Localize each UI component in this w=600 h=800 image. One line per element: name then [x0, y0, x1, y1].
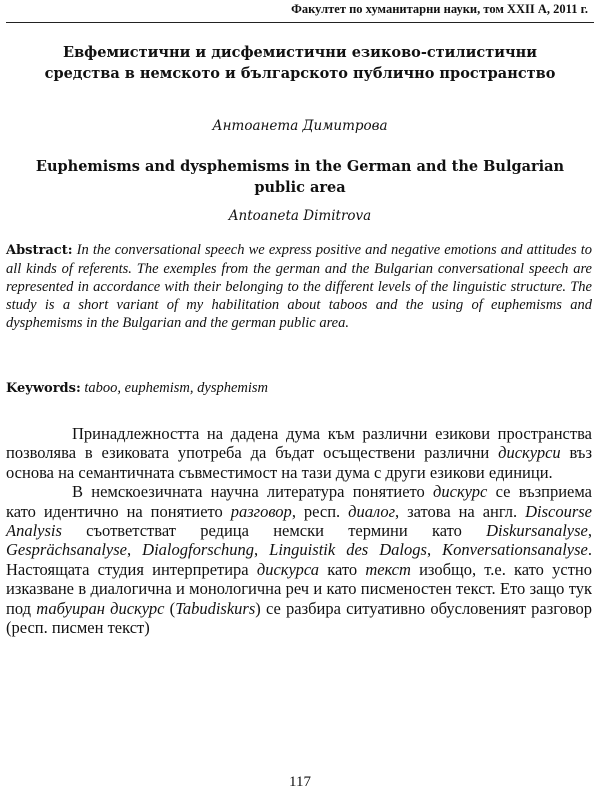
article-title-english: Euphemisms and dysphemisms in the German and the Bulgarian public area: [35, 158, 565, 196]
text-run: ,: [254, 540, 270, 560]
keywords-label: Keywords:: [6, 381, 81, 396]
italic-term: Discourse Analysis: [6, 501, 592, 541]
body-paragraph: [6, 482, 592, 637]
text-run: ,: [126, 540, 143, 560]
running-header: Факултет по хуманитарни науки, том ХХІІ А, 2011 г.: [291, 2, 588, 16]
italic-term: Konversationsanalyse: [442, 540, 588, 560]
italic-term: Dialogforschung: [142, 540, 254, 560]
italic-term: Tabudiskurs: [175, 598, 256, 618]
text-run: въз основа на семантичната съвместимост на тази дума с други езикови единици.: [6, 443, 592, 482]
text-run: . Настоящата студия интерпретира: [6, 540, 592, 579]
italic-term: дискурса: [256, 559, 319, 579]
italic-term: дискурс: [433, 482, 488, 502]
author-name-english: Antoaneta Dimitrova: [228, 208, 372, 224]
italic-term: Gesprächsanalyse: [6, 540, 127, 560]
text-run: Принадлежността на дадена дума към различни езикови пространства позволява в езиковата употреба да бъдат осъществени различни: [6, 424, 592, 463]
text-run: съответстват редица немски термини като: [61, 521, 487, 541]
body-text: [6, 424, 592, 637]
italic-term: диалог: [348, 501, 396, 521]
italic-term: Linguistik des Dalogs: [269, 540, 427, 560]
text-run: се възприема като идентично на понятието: [6, 482, 593, 521]
body-paragraph: [6, 424, 592, 482]
page-number: 117: [289, 774, 311, 790]
italic-term: разговор: [230, 501, 292, 521]
text-run: , затова на англ.: [395, 501, 526, 521]
text-run: изобщо, т.е. като устно изказване в диалогична и монологична реч и като писменостен текст. Ето защо тук под: [6, 559, 592, 618]
author-name-bulgarian: Антоанета Димитрова: [212, 118, 388, 134]
text-run: като: [319, 559, 366, 579]
text-run: ,: [426, 540, 443, 560]
italic-term: текст: [365, 559, 411, 579]
keywords-list: taboo, euphemism, dysphemism: [84, 380, 269, 396]
abstract: [6, 241, 592, 332]
text-run: , респ.: [291, 501, 349, 521]
abstract-label: Abstract:: [6, 243, 73, 258]
abstract-text: In the conversational speech we express positive and negative emotions and attitudes to all kinds of referents. The exemples from the german and the Bulgarian conversational speech are represented in accordance with their belonging to the different levels of the linguistic structure. The study is a short variant of my habilitation about taboos and the using of euphemisms and dysphemisms in the Bulgarian and the german public area.: [6, 242, 592, 331]
italic-term: табуиран дискурс: [36, 598, 165, 618]
italic-term: Diskursanalyse: [486, 521, 588, 541]
text-run: ,: [587, 521, 592, 541]
text-run: ) се разбира ситуативно обусловеният разговор (респ. писмен текст): [6, 598, 593, 638]
text-run: В немскоезичната научна литература понятието: [72, 482, 434, 502]
text-run: (: [164, 598, 176, 618]
article-title-bulgarian: Евфемистични и дисфемистични езиково-стилистични средства в немското и българското публично пространство: [44, 44, 556, 82]
header-rule: [6, 22, 594, 23]
italic-term: дискурси: [498, 443, 561, 463]
keywords: [6, 380, 592, 397]
